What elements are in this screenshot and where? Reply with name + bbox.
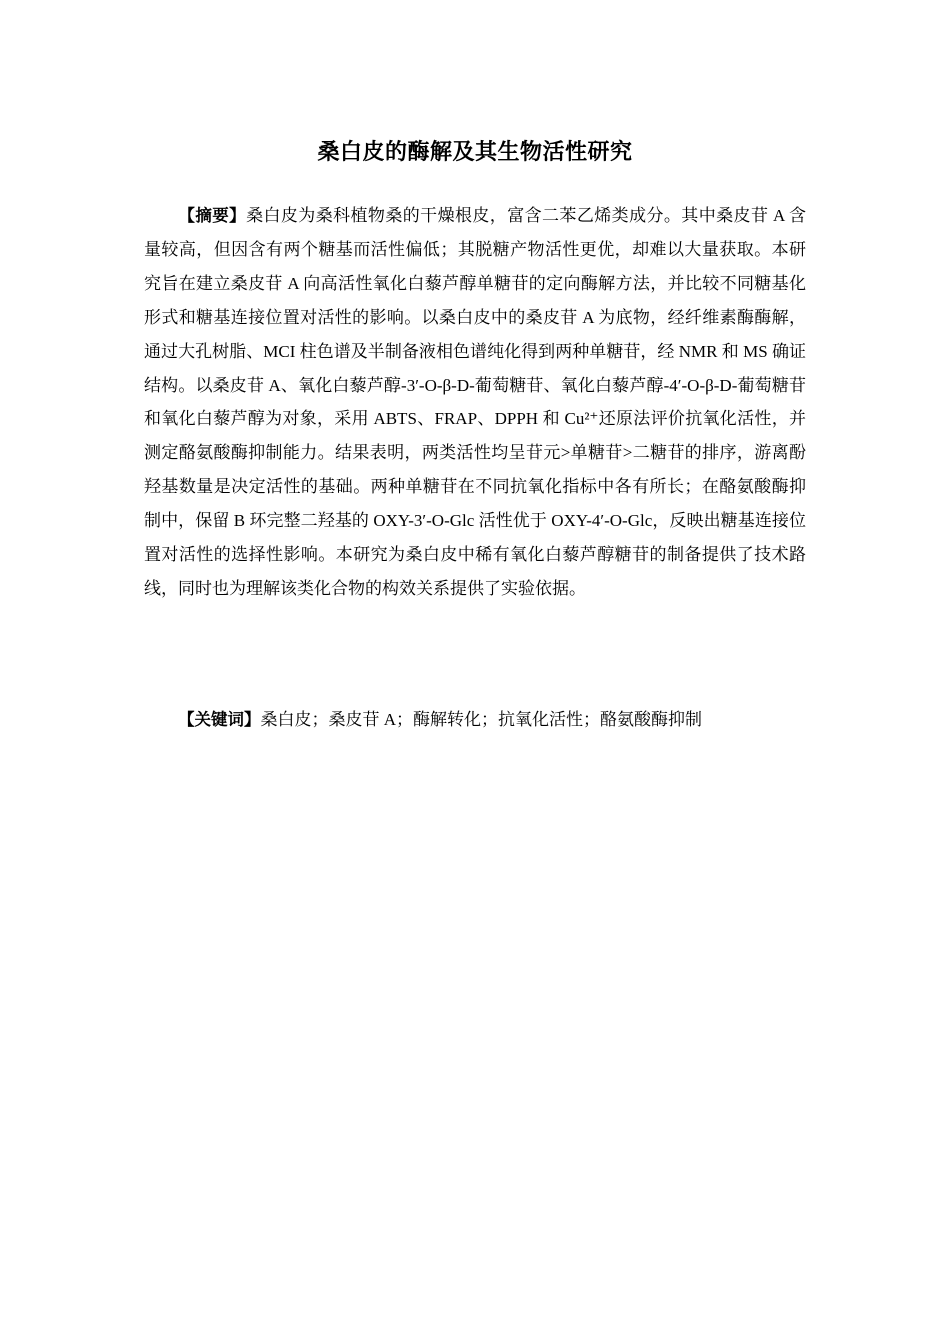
paper-title: 桑白皮的酶解及其生物活性研究 (317, 140, 633, 165)
abstract-label: 【摘要】 (178, 206, 247, 225)
abstract-paragraph (144, 199, 806, 606)
abstract-text: 桑白皮为桑科植物桑的干燥根皮，富含二苯乙烯类成分。其中桑皮苷 A 含量较高，但因含有两个糖基而活性偏低；其脱糖产物活性更优，却难以大量获取。本研究旨在建立桑皮苷 A 向高活性氧化白藜芦醇单糖苷的定向酶解方法，并比较不同糖基化形式和糖基连接位置对活性的影响。以桑白皮中的桑皮苷 A 为底物，经纤维素酶酶解，通过大孔树脂、MCI 柱色谱及半制备液相色谱纯化得到两种单糖苷，经 NMR 和 MS 确证结构。以桑皮苷 A、氧化白藜芦醇-3′-O-β-D-葡萄糖苷、氧化白藜芦醇-4′-O-β-D-葡萄糖苷和氧化白藜芦醇为对象，采用 ABTS、FRAP、DPPH 和 Cu²⁺还原法评价抗氧化活性，并测定酪氨酸酶抑制能力。结果表明，两类活性均呈苷元>单糖苷>二糖苷的排序，游离酚羟基数量是决定活性的基础。两种单糖苷在不同抗氧化指标中各有所长；在酪氨酸酶抑制中，保留 B 环完整二羟基的 OXY-3′-O-Glc 活性优于 OXY-4′-O-Glc，反映出糖基连接位置对活性的选择性影响。本研究为桑白皮中稀有氧化白藜芦醇糖苷的制备提供了技术路线，同时也为理解该类化合物的构效关系提供了实验依据。 (144, 206, 807, 598)
keywords-label: 【关键词】 (178, 710, 261, 729)
keywords-text: 桑白皮；桑皮苷 A；酶解转化；抗氧化活性；酪氨酸酶抑制 (260, 710, 703, 729)
keywords-paragraph (144, 703, 806, 737)
